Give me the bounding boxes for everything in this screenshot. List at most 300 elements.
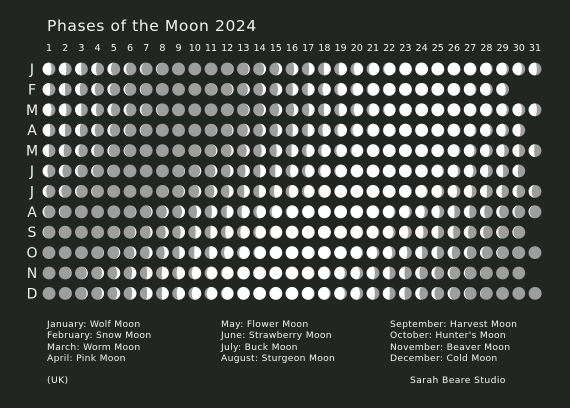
moon-phase-icon <box>91 226 104 239</box>
moon-phase-icon <box>91 63 104 76</box>
moon-phase-icon <box>253 124 266 137</box>
moon-phase-icon <box>286 83 299 96</box>
moon-phase-icon <box>318 144 331 157</box>
moon-phase-icon <box>43 246 56 259</box>
moon-phase-icon <box>334 63 347 76</box>
moon-phase-icon <box>253 103 266 116</box>
moon-phase-icon <box>107 246 120 259</box>
moon-phase-icon <box>415 103 428 116</box>
moon-phase-icon <box>188 124 201 137</box>
moon-phase-icon <box>367 165 380 178</box>
moon-phase-icon <box>367 246 380 259</box>
moon-phase-icon <box>221 246 234 259</box>
moon-phase-icon <box>75 287 88 300</box>
moon-phase-icon <box>286 226 299 239</box>
moon-phase-icon <box>383 144 396 157</box>
moon-phase-icon <box>237 124 250 137</box>
month-letter: M <box>25 143 39 160</box>
moon-phase-icon <box>156 165 169 178</box>
moon-phase-icon <box>91 267 104 280</box>
moon-phase-icon <box>221 63 234 76</box>
moon-phase-icon <box>107 185 120 198</box>
moon-phase-icon <box>107 165 120 178</box>
moon-phase-icon <box>75 144 88 157</box>
moon-phase-icon <box>269 165 282 178</box>
moon-phase-icon <box>91 124 104 137</box>
moon-phase-icon <box>480 103 493 116</box>
moon-phase-icon <box>140 246 153 259</box>
moon-phase-icon <box>59 267 72 280</box>
moon-phase-icon <box>480 165 493 178</box>
moon-phase-icon <box>496 185 509 198</box>
moon-phase-icon <box>415 63 428 76</box>
moon-phase-icon <box>43 63 56 76</box>
moon-phase-icon <box>302 63 315 76</box>
moon-phase-icon <box>286 165 299 178</box>
moon-phase-icon <box>140 205 153 218</box>
moon-phase-icon <box>529 185 542 198</box>
moon-name-entry: August: Sturgeon Moon <box>221 352 336 364</box>
moon-phase-icon <box>107 267 120 280</box>
moon-phase-icon <box>367 124 380 137</box>
moon-phase-icon <box>496 103 509 116</box>
moon-phase-icon <box>59 83 72 96</box>
moon-phase-icon <box>107 205 120 218</box>
moon-phase-icon <box>496 287 509 300</box>
day-number: 20 <box>350 43 363 54</box>
moon-phase-icon <box>350 83 363 96</box>
moon-phase-icon <box>286 144 299 157</box>
moon-phase-icon <box>415 124 428 137</box>
moon-phase-icon <box>43 103 56 116</box>
day-number: 12 <box>221 43 234 54</box>
moon-phase-icon <box>399 205 412 218</box>
moon-phase-icon <box>253 267 266 280</box>
moon-phase-icon <box>512 103 525 116</box>
moon-phase-icon <box>269 287 282 300</box>
moon-name-entry: December: Cold Moon <box>390 352 498 364</box>
moon-phase-icon <box>43 205 56 218</box>
moon-phase-icon <box>156 267 169 280</box>
moon-phase-icon <box>140 226 153 239</box>
moon-phase-icon <box>205 267 218 280</box>
moon-phase-icon <box>124 205 137 218</box>
moon-phase-icon <box>415 144 428 157</box>
moon-phase-icon <box>334 144 347 157</box>
moon-phase-icon <box>59 205 72 218</box>
moon-phase-icon <box>221 144 234 157</box>
moon-phase-icon <box>383 185 396 198</box>
moon-phase-icon <box>350 124 363 137</box>
moon-phase-icon <box>156 63 169 76</box>
moon-phase-icon <box>318 103 331 116</box>
moon-phase-icon <box>269 205 282 218</box>
month-letter: J <box>29 164 35 180</box>
moon-name-entry: October: Hunter's Moon <box>390 330 507 342</box>
moon-phase-icon <box>172 267 185 280</box>
month-letter: D <box>26 286 38 303</box>
moon-phase-icon <box>512 226 525 239</box>
moon-name-entry: May: Flower Moon <box>221 319 309 330</box>
moon-phase-icon <box>431 63 444 76</box>
moon-phase-icon <box>140 287 153 300</box>
moon-phase-icon <box>318 185 331 198</box>
moon-phase-icon <box>399 83 412 96</box>
moon-phase-icon <box>529 63 542 76</box>
day-number: 13 <box>237 43 250 54</box>
moon-phase-icon <box>464 124 477 137</box>
moon-phase-icon <box>383 267 396 280</box>
moon-phase-icon <box>205 63 218 76</box>
moon-phase-icon <box>221 185 234 198</box>
moon-name-entry: September: Harvest Moon <box>390 319 518 330</box>
moon-phase-icon <box>496 83 509 96</box>
moon-phase-icon <box>188 103 201 116</box>
moon-phase-icon <box>512 205 525 218</box>
moon-phase-icon <box>140 185 153 198</box>
moon-phase-icon <box>140 124 153 137</box>
moon-phase-icon <box>205 83 218 96</box>
moon-phase-icon <box>415 83 428 96</box>
moon-phase-icon <box>75 124 88 137</box>
moon-phase-icon <box>124 185 137 198</box>
moon-name-entry: April: Pink Moon <box>47 352 126 364</box>
moon-phase-icon <box>496 63 509 76</box>
moon-phase-icon <box>480 185 493 198</box>
moon-phase-icon <box>431 287 444 300</box>
month-letter: M <box>25 102 39 119</box>
moon-phase-icon <box>59 287 72 300</box>
moon-phase-icon <box>350 165 363 178</box>
moon-phase-icon <box>43 185 56 198</box>
moon-phase-icon <box>383 165 396 178</box>
moon-phase-icon <box>399 226 412 239</box>
moon-phase-icon <box>431 226 444 239</box>
moon-phase-icon <box>43 165 56 178</box>
moon-phase-icon <box>399 165 412 178</box>
moon-phase-icon <box>253 144 266 157</box>
moon-phase-icon <box>496 246 509 259</box>
moon-phase-icon <box>237 165 250 178</box>
moon-phase-icon <box>107 144 120 157</box>
moon-phase-icon <box>367 103 380 116</box>
moon-phase-icon <box>496 165 509 178</box>
moon-phase-icon <box>318 165 331 178</box>
moon-phase-icon <box>172 124 185 137</box>
moon-names-column-3 <box>390 319 517 364</box>
moon-phase-icon <box>334 124 347 137</box>
moon-phase-icon <box>399 185 412 198</box>
moon-phase-icon <box>399 144 412 157</box>
moon-phase-icon <box>124 246 137 259</box>
moon-phase-icon <box>172 287 185 300</box>
moon-phase-icon <box>529 144 542 157</box>
moon-phase-icon <box>156 205 169 218</box>
moon-phase-icon <box>172 165 185 178</box>
moon-phase-icon <box>221 124 234 137</box>
moon-phase-icon <box>269 144 282 157</box>
month-letter: F <box>27 82 37 99</box>
moon-phase-icon <box>188 144 201 157</box>
moon-phase-icon <box>350 144 363 157</box>
moon-phase-icon <box>512 287 525 300</box>
moon-phase-icon <box>140 144 153 157</box>
moon-phase-icon <box>253 185 266 198</box>
moon-phase-icon <box>75 185 88 198</box>
moon-phase-icon <box>399 287 412 300</box>
moon-phase-icon <box>286 124 299 137</box>
moon-phase-icon <box>302 124 315 137</box>
day-number: 6 <box>126 43 134 54</box>
moon-phase-icon <box>237 287 250 300</box>
moon-name-entry: July: Buck Moon <box>221 341 298 353</box>
moon-phase-icon <box>448 267 461 280</box>
moon-phase-icon <box>399 267 412 280</box>
moon-phase-icon <box>415 165 428 178</box>
moon-phase-icon <box>350 267 363 280</box>
moon-phase-icon <box>269 124 282 137</box>
moon-phase-icon <box>140 103 153 116</box>
moon-phase-icon <box>431 144 444 157</box>
moon-phase-icon <box>302 205 315 218</box>
moon-phase-icon <box>383 124 396 137</box>
moon-phase-icon <box>399 246 412 259</box>
moon-phase-icon <box>75 205 88 218</box>
moon-phase-icon <box>529 103 542 116</box>
moon-phase-icon <box>43 124 56 137</box>
moon-names-column-1 <box>47 319 151 364</box>
moon-phase-icon <box>205 185 218 198</box>
moon-phase-icon <box>43 83 56 96</box>
moon-phase-icon <box>156 103 169 116</box>
month-letter: A <box>27 204 37 221</box>
moon-phase-icon <box>221 83 234 96</box>
moon-phase-icon <box>302 144 315 157</box>
moon-phase-icon <box>464 246 477 259</box>
month-letter: S <box>27 225 37 242</box>
day-number: 11 <box>204 43 218 54</box>
moon-phase-icon <box>172 103 185 116</box>
moon-phase-icon <box>302 226 315 239</box>
moon-phase-icon <box>140 267 153 280</box>
moon-name-entry: February: Snow Moon <box>47 330 152 342</box>
moon-phase-icon <box>43 226 56 239</box>
moon-phase-icon <box>431 185 444 198</box>
moon-phase-icon <box>205 287 218 300</box>
moon-phase-icon <box>205 246 218 259</box>
moon-phase-icon <box>415 267 428 280</box>
month-letter: N <box>26 266 38 282</box>
moon-phase-icon <box>334 267 347 280</box>
moon-phase-icon <box>512 246 525 259</box>
moon-phase-icon <box>367 267 380 280</box>
moon-phase-icon <box>415 226 428 239</box>
moon-phase-icon <box>464 144 477 157</box>
moon-phase-icon <box>415 185 428 198</box>
moon-phase-icon <box>367 226 380 239</box>
moon-phase-icon <box>480 226 493 239</box>
moon-phase-icon <box>318 63 331 76</box>
moon-phase-icon <box>512 185 525 198</box>
moon-phase-icon <box>75 226 88 239</box>
moon-phase-icon <box>140 165 153 178</box>
moon-phase-icon <box>496 124 509 137</box>
moon-phase-icon <box>318 267 331 280</box>
moon-phase-icon <box>124 83 137 96</box>
moon-phase-icon <box>399 103 412 116</box>
region-label: (UK) <box>47 375 69 386</box>
moon-phase-icon <box>334 103 347 116</box>
moon-phase-icon <box>188 287 201 300</box>
moon-phase-icon <box>448 103 461 116</box>
moon-phase-icon <box>221 165 234 178</box>
moon-phase-icon <box>512 63 525 76</box>
moon-phase-icon <box>124 124 137 137</box>
moon-phase-icon <box>75 165 88 178</box>
moon-phase-icon <box>205 205 218 218</box>
day-number: 22 <box>383 43 396 54</box>
moon-phase-icon <box>334 205 347 218</box>
moon-phase-icon <box>188 185 201 198</box>
moon-phase-icon <box>124 144 137 157</box>
moon-phase-icon <box>334 165 347 178</box>
moon-phase-icon <box>286 205 299 218</box>
moon-phase-icon <box>448 226 461 239</box>
day-number: 28 <box>480 43 493 54</box>
moon-phase-icon <box>156 287 169 300</box>
moon-phase-icon <box>496 205 509 218</box>
moon-phase-icon <box>464 205 477 218</box>
moon-phase-icon <box>253 246 266 259</box>
moon-phase-icon <box>367 83 380 96</box>
moon-names-column-2 <box>221 319 335 364</box>
moon-phase-icon <box>205 103 218 116</box>
moon-phase-icon <box>448 63 461 76</box>
moon-phase-icon <box>59 124 72 137</box>
moon-phase-icon <box>205 124 218 137</box>
moon-phase-icon <box>253 287 266 300</box>
moon-phase-icon <box>43 144 56 157</box>
moon-phase-icon <box>237 185 250 198</box>
month-letter-column <box>26 62 38 302</box>
moon-phase-icon <box>367 185 380 198</box>
moon-phase-icon <box>172 83 185 96</box>
moon-phase-icon <box>188 226 201 239</box>
moon-phase-icon <box>464 165 477 178</box>
day-number-header <box>46 43 541 54</box>
moon-phase-icon <box>172 63 185 76</box>
moon-phase-icon <box>156 83 169 96</box>
moon-phase-icon <box>464 185 477 198</box>
moon-phase-icon <box>237 267 250 280</box>
moon-phase-icon <box>480 63 493 76</box>
moon-phase-icon <box>448 124 461 137</box>
moon-phase-icon <box>415 205 428 218</box>
day-number: 3 <box>78 43 85 54</box>
month-letter: A <box>27 123 37 140</box>
day-number: 25 <box>431 43 444 54</box>
moon-phase-icon <box>367 63 380 76</box>
day-number: 10 <box>188 43 201 54</box>
moon-phase-icon <box>43 287 56 300</box>
moon-name-entry: November: Beaver Moon <box>390 341 511 353</box>
day-number: 19 <box>334 43 347 54</box>
day-number: 4 <box>94 43 101 54</box>
day-number: 5 <box>110 43 117 54</box>
moon-phase-icon <box>237 205 250 218</box>
day-number: 14 <box>253 43 266 54</box>
day-number: 18 <box>318 43 331 54</box>
moon-phase-icon <box>496 267 509 280</box>
moon-phase-icon <box>188 63 201 76</box>
moon-phase-icon <box>302 103 315 116</box>
moon-phase-icon <box>221 287 234 300</box>
day-number: 23 <box>399 43 412 54</box>
moon-phase-icon <box>286 103 299 116</box>
day-number: 2 <box>62 43 69 54</box>
moon-phase-icon <box>448 287 461 300</box>
moon-phase-icon <box>383 246 396 259</box>
moon-phase-icon <box>124 226 137 239</box>
moon-phase-icon <box>107 287 120 300</box>
moon-name-entry: June: Strawberry Moon <box>221 330 332 342</box>
moon-phase-icon <box>512 267 525 280</box>
moon-phase-icon <box>383 287 396 300</box>
moon-phase-icon <box>237 63 250 76</box>
moon-phase-icon <box>237 83 250 96</box>
moon-phase-icon <box>91 103 104 116</box>
day-number: 31 <box>528 43 542 54</box>
moon-phase-icon <box>448 185 461 198</box>
month-letter: J <box>29 62 35 78</box>
moon-phase-icon <box>59 246 72 259</box>
moon-phase-icon <box>480 246 493 259</box>
studio-credit: Sarah Beare Studio <box>410 375 506 386</box>
day-number: 29 <box>496 43 509 54</box>
moon-phase-icon <box>399 124 412 137</box>
moon-phase-icon <box>156 124 169 137</box>
moon-phase-icon <box>302 165 315 178</box>
moon-phase-icon <box>464 226 477 239</box>
moon-phase-icon <box>431 124 444 137</box>
moon-phase-icon <box>205 165 218 178</box>
moon-phase-icon <box>383 103 396 116</box>
moon-phase-icon <box>512 144 525 157</box>
moon-phase-icon <box>302 83 315 96</box>
moon-phase-icon <box>107 226 120 239</box>
moon-phase-icon <box>172 205 185 218</box>
moon-phase-icon <box>318 83 331 96</box>
moon-phase-icon <box>172 226 185 239</box>
moon-phase-icon <box>448 83 461 96</box>
moon-phase-icon <box>334 185 347 198</box>
moon-phase-icon <box>464 267 477 280</box>
moon-phase-icon <box>318 205 331 218</box>
moon-phase-icon <box>59 144 72 157</box>
moon-phase-icon <box>350 246 363 259</box>
day-number: 1 <box>45 43 53 54</box>
moon-phase-icon <box>172 144 185 157</box>
moon-phase-icon <box>383 205 396 218</box>
moon-phase-icon <box>415 246 428 259</box>
moon-phase-icon <box>399 63 412 76</box>
moon-phase-icon <box>59 103 72 116</box>
moon-phase-icon <box>124 103 137 116</box>
moon-phase-icon <box>124 165 137 178</box>
moon-phase-icon <box>480 83 493 96</box>
moon-phase-icon <box>75 103 88 116</box>
moon-phase-icon <box>124 267 137 280</box>
